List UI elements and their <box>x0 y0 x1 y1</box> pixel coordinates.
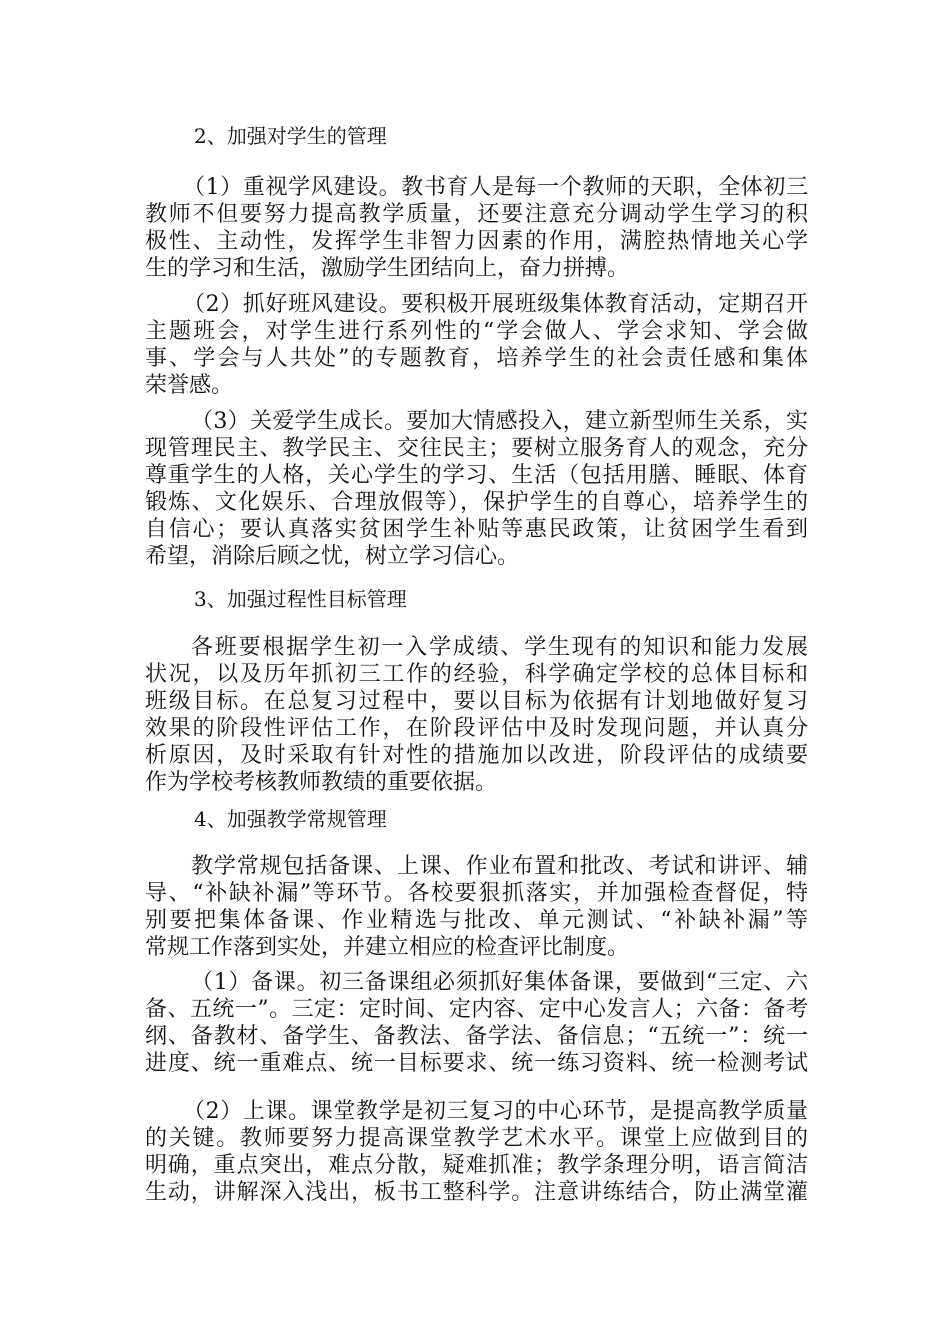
paragraph-class-teaching <box>145 1098 808 1206</box>
section-heading-3 <box>194 585 407 613</box>
paragraph-line: 生的学习和生活，激励学生团结向上，奋力拼搏。 <box>145 256 630 281</box>
paragraph-teaching-routine <box>145 853 808 961</box>
paragraph-line: 希望，消除后顾之忧，树立学习信心。 <box>145 544 520 569</box>
paragraph-line: 锻炼、文化娱乐、合理放假等），保护学生的自尊心，培养学生的 <box>145 490 808 515</box>
paragraph-study-style <box>145 174 808 282</box>
section-heading-2 <box>194 122 387 150</box>
paragraph-line: 尊重学生的人格，关心学生的学习、生活（包括用膳、睡眠、体育 <box>145 463 808 488</box>
paragraph-line: 备、五统一”。三定：定时间、定内容、定中心发言人；六备：备考 <box>145 997 808 1022</box>
paragraph-line: （2）抓好班风建设。要积极开展班级集体教育活动，定期召开 <box>183 292 808 317</box>
paragraph-line: 导、“补缺补漏”等环节。各校要狠抓落实，并加强检查督促，特 <box>145 881 808 906</box>
paragraph-class-style <box>145 291 808 399</box>
paragraph-line: 各班要根据学生初一入学成绩、学生现有的知识和能力发展 <box>191 635 808 660</box>
paragraph-line: 效果的阶段性评估工作，在阶段评估中及时发现问题，并认真分 <box>145 716 808 741</box>
paragraph-line: 明确，重点突出，难点分散，疑难抓准；教学条理分明，语言简洁 <box>145 1153 808 1178</box>
paragraph-line: 自信心；要认真落实贫困学生补贴等惠民政策，让贫困学生看到 <box>145 517 808 542</box>
section-heading-4 <box>194 805 387 833</box>
paragraph-line: 事、学会与人共处”的专题教育，培养学生的社会责任感和集体 <box>145 346 808 371</box>
paragraph-line: （1）重视学风建设。教书育人是每一个教师的天职，全体初三 <box>183 175 808 200</box>
paragraph-line: 的关键。教师要努力提高课堂教学艺术水平。课堂上应做到目的 <box>145 1126 808 1151</box>
paragraph-line: 班级目标。在总复习过程中，要以目标为依据有计划地做好复习 <box>145 689 808 714</box>
paragraph-line: 别要把集体备课、作业精选与批改、单元测试、“补缺补漏”等 <box>145 908 808 933</box>
paragraph-line: 生动，讲解深入浅出，板书工整科学。注意讲练结合，防止满堂灌 <box>145 1180 808 1205</box>
paragraph-line: 常规工作落到实处，并建立相应的检查评比制度。 <box>145 935 630 960</box>
paragraph-line: 教学常规包括备课、上课、作业布置和批改、考试和讲评、辅 <box>191 854 808 879</box>
paragraph-line: （3）关爱学生成长。要加大情感投入，建立新型师生关系，实 <box>191 409 808 434</box>
paragraph-line: 极性、主动性，发挥学生非智力因素的作用，满腔热情地关心学 <box>145 229 808 254</box>
paragraph-line: （2）上课。课堂教学是初三复习的中心环节，是提高教学质量 <box>183 1099 808 1124</box>
paragraph-line: 纲、备教材、备学生、备教法、备学法、备信息；“五统一”：统一 <box>145 1024 808 1049</box>
paragraph-line: 作为学校考核教师教绩的重要依据。 <box>145 770 498 795</box>
paragraph-line: 荣誉感。 <box>145 373 234 398</box>
paragraph-line: 主题班会，对学生进行系列性的“学会做人、学会求知、学会做 <box>145 319 808 344</box>
paragraph-lesson-prep <box>145 969 808 1077</box>
paragraph-line: 状况，以及历年抓初三工作的经验，科学确定学校的总体目标和 <box>145 662 808 687</box>
paragraph-line: 进度、统一重难点、统一目标要求、统一练习资料、统一检测考试 <box>145 1051 808 1076</box>
paragraph-line: 现管理民主、教学民主、交往民主；要树立服务育人的观念，充分 <box>145 436 808 461</box>
paragraph-line: （1）备课。初三备课组必须抓好集体备课，要做到“三定、六 <box>191 970 808 995</box>
paragraph-line: 教师不但要努力提高教学质量，还要注意充分调动学生学习的积 <box>145 202 808 227</box>
heading-text: 2、加强对学生的管理 <box>194 124 387 148</box>
heading-text: 3、加强过程性目标管理 <box>194 587 407 611</box>
paragraph-line: 析原因，及时采取有针对性的措施加以改进，阶段评估的成绩要 <box>145 743 808 768</box>
paragraph-goal-management <box>145 634 808 796</box>
heading-text: 4、加强教学常规管理 <box>194 807 387 831</box>
paragraph-student-care <box>145 408 808 570</box>
